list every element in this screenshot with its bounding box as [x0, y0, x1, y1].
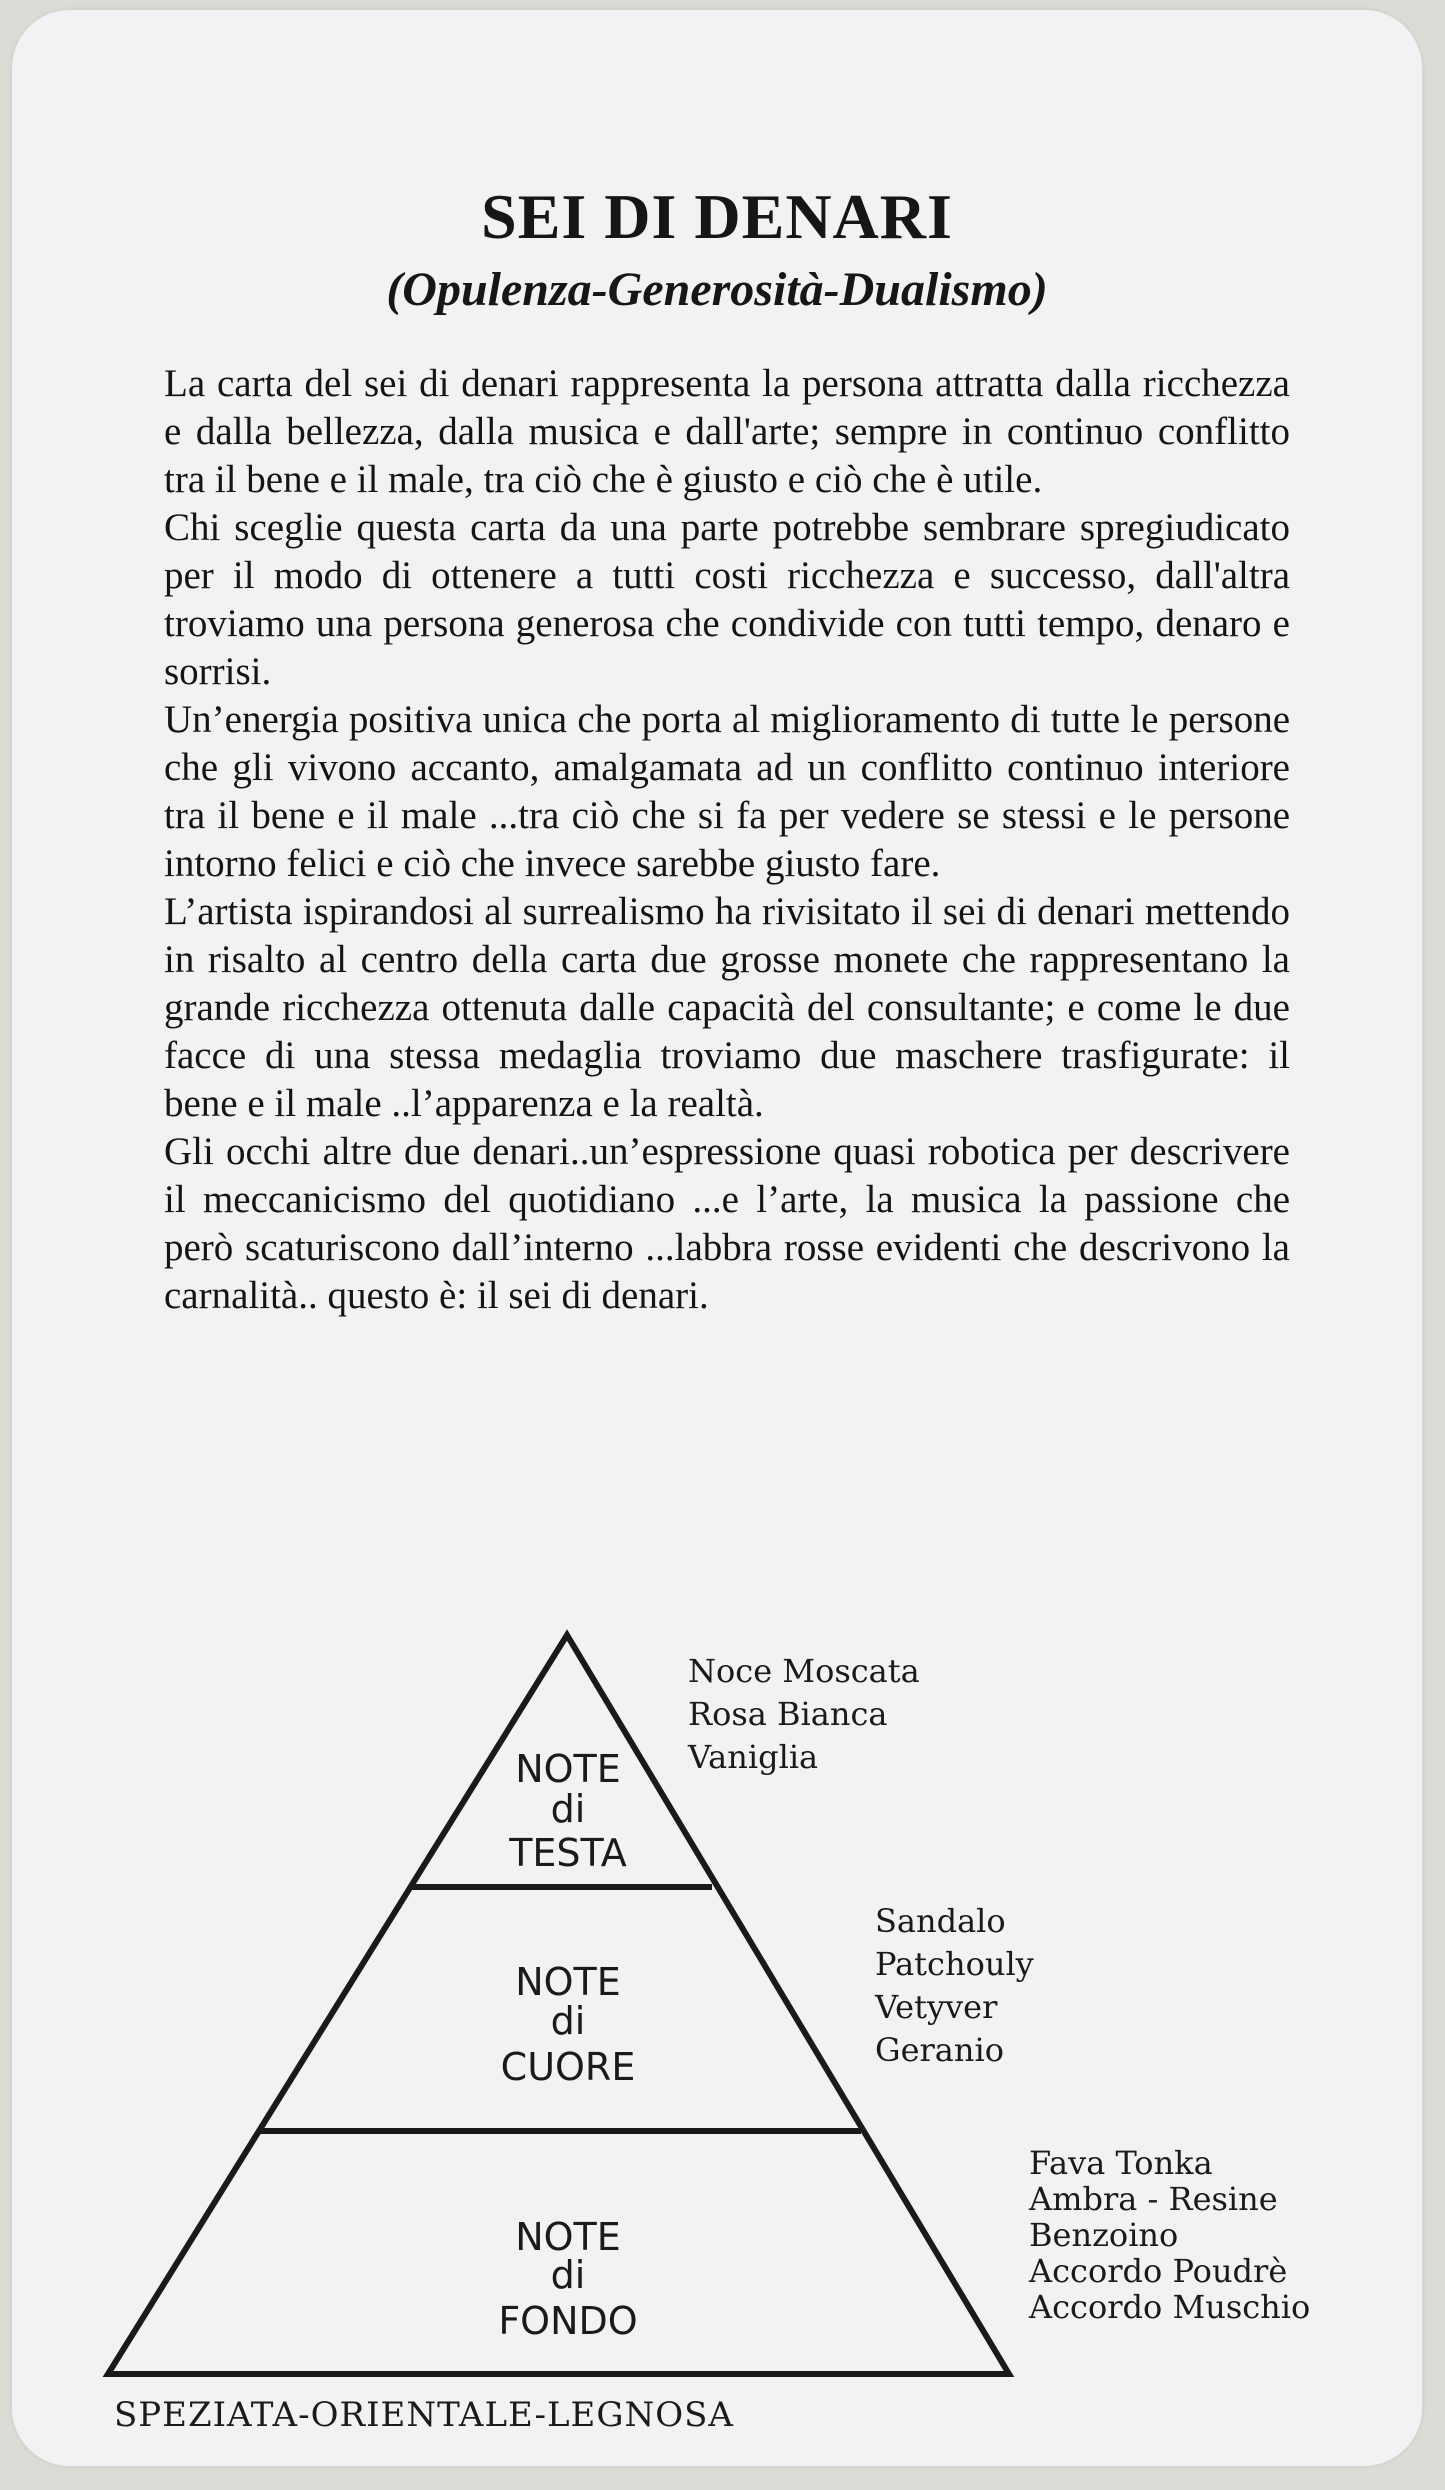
card-title: SEI DI DENARI	[481, 181, 953, 252]
heart-note-item: Patchouly	[875, 1945, 1034, 1983]
middle-tier-label-line1: NOTE	[515, 1960, 621, 2004]
base-note-item: Benzoino	[1029, 2216, 1179, 2254]
bottom-tier-label-line2: di	[550, 2253, 586, 2297]
description-paragraph: Gli occhi altre due denari..un’espressione quasi robotica per descrivere il meccanicismo del quotidiano ...e l’arte, la musica la passione che però scaturiscono dall’interno ...labbra rosse evidenti che descrivono la carnalità.. questo è: il sei di denari.	[164, 1130, 1290, 1317]
top-tier-label-line3: TESTA	[509, 1831, 627, 1875]
base-note-item: Accordo Muschio	[1029, 2288, 1311, 2326]
top-tier-label-line1: NOTE	[515, 1747, 621, 1791]
fragrance-pyramid	[12, 10, 1422, 2466]
top-note-item: Noce Moscata	[688, 1652, 920, 1690]
top-note-item: Rosa Bianca	[688, 1695, 888, 1733]
top-note-item: Vaniglia	[688, 1738, 819, 1776]
top-tier-label-line2: di	[550, 1787, 586, 1831]
description-paragraph: La carta del sei di denari rappresenta la persona attratta dalla ricchezza e dalla bellezza, dalla musica e dall'arte; sempre in continuo conflitto tra il bene e il male, tra ciò che è giusto e ciò che è utile.	[164, 362, 1290, 501]
base-note-item: Fava Tonka	[1029, 2144, 1213, 2182]
description-paragraph: Un’energia positiva unica che porta al miglioramento di tutte le persone che gli vivono accanto, amalgamata ad un conflitto continuo interiore tra il bene e il male ...tra ciò che si fa per vedere se stessi e le persone intorno felici e ciò che invece sarebbe giusto fare.	[164, 698, 1290, 885]
fragrance-family: SPEZIATA-ORIENTALE-LEGNOSA	[114, 2395, 734, 2435]
description-paragraph: Chi sceglie questa carta da una parte potrebbe sembrare spregiudicato per il modo di ottenere a tutti costi ricchezza e successo, dall'altra troviamo una persona generosa che condivide con tutti tempo, denaro e sorrisi.	[164, 506, 1290, 693]
top-notes-list	[688, 1650, 920, 1779]
base-note-item: Accordo Poudrè	[1029, 2252, 1288, 2290]
card-subtitle: (Opulenza-Generosità-Dualismo)	[386, 263, 1048, 316]
description-paragraph: L’artista ispirandosi al surrealismo ha rivisitato il sei di denari mettendo in risalto al centro della carta due grosse monete che rappresentano la grande ricchezza ottenuta dalle capacità del consultante; e come le due facce di una stessa medaglia troviamo due maschere trasfigurate: il bene e il male ..l’apparenza e la realtà.	[164, 890, 1290, 1125]
heart-note-item: Vetyver	[875, 1988, 998, 2026]
middle-tier-label-line3: CUORE	[500, 2045, 636, 2089]
heart-notes-list	[875, 1900, 1034, 2072]
bottom-tier-label-line1: NOTE	[515, 2215, 621, 2259]
base-notes-list	[1029, 2145, 1310, 2325]
bottom-tier-label-line3: FONDO	[498, 2299, 638, 2343]
card	[12, 10, 1422, 2466]
heart-note-item: Sandalo	[875, 1902, 1006, 1940]
base-note-item: Ambra - Resine	[1029, 2180, 1278, 2218]
heart-note-item: Geranio	[875, 2031, 1004, 2069]
middle-tier-label-line2: di	[550, 1999, 586, 2043]
